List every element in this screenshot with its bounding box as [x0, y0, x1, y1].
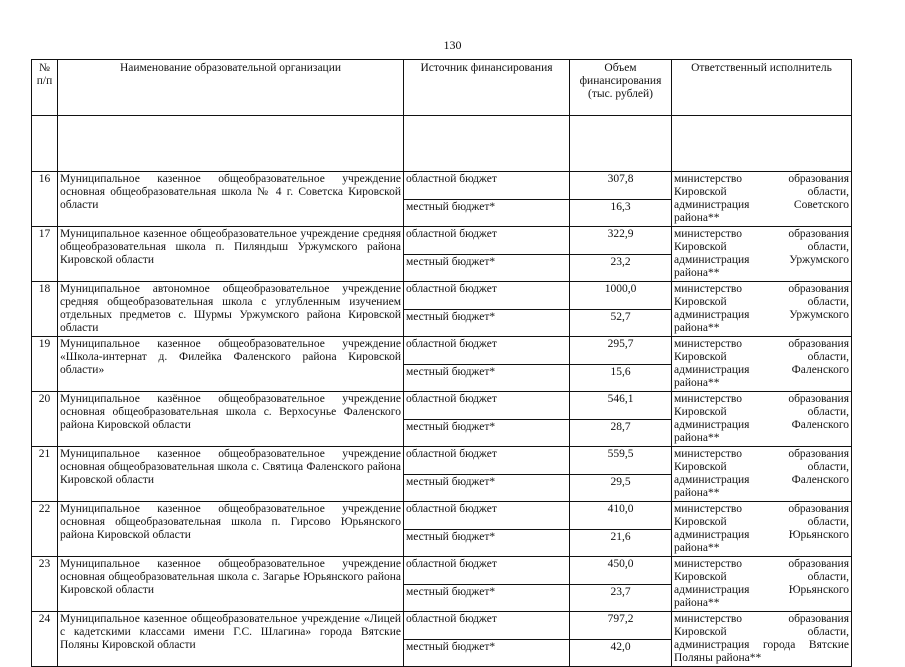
header-responsible: Ответственный исполнитель: [672, 60, 852, 116]
funding-volume: 1000,0: [570, 282, 672, 310]
table-row: [32, 557, 852, 585]
funding-source: местный бюджет*: [404, 309, 570, 337]
funding-source: местный бюджет*: [404, 529, 570, 557]
organization-name: Муниципальное казенное общеобразовательное учреждение основная общеобразовательная школа № 4 г. Советска Кировской области: [58, 172, 404, 227]
row-number: 22: [32, 502, 58, 557]
funding-volume: 52,7: [570, 309, 672, 337]
responsible-executor: министерство образования Кировской области, администрация Уржумского района**: [672, 227, 852, 282]
table-header: [32, 60, 852, 172]
organization-name: Муниципальное казенное общеобразовательное учреждение основная общеобразовательная школа п. Гирсово Юрьянского района Кировской области: [58, 502, 404, 557]
table-row: [32, 337, 852, 365]
funding-volume: 546,1: [570, 392, 672, 420]
row-number: 21: [32, 447, 58, 502]
funding-volume: 23,7: [570, 584, 672, 612]
responsible-executor: министерство образования Кировской области, администрация города Вятские Поляны района**: [672, 612, 852, 667]
organization-name: Муниципальное казенное общеобразовательное учреждение средняя общеобразовательная школа п. Пиляндыш Уржумского района Кировской области: [58, 227, 404, 282]
organization-name: Муниципальное казенное общеобразовательное учреждение основная общеобразовательная школа с. Загарье Юрьянского района Кировской области: [58, 557, 404, 612]
organization-name: Муниципальное казенное общеобразовательное учреждение основная общеобразовательная школа с. Святица Фаленского района Кировской области: [58, 447, 404, 502]
funding-source: местный бюджет*: [404, 254, 570, 282]
table-row: [32, 172, 852, 200]
header-volume: Объем финансирования (тыс. рублей): [570, 60, 672, 116]
funding-volume: 295,7: [570, 337, 672, 365]
funding-volume: 559,5: [570, 447, 672, 475]
page-number: 130: [443, 38, 462, 52]
funding-source: областной бюджет: [404, 612, 570, 640]
funding-volume: 322,9: [570, 227, 672, 255]
funding-source: местный бюджет*: [404, 474, 570, 502]
table-row: [32, 282, 852, 310]
funding-source: местный бюджет*: [404, 584, 570, 612]
table-body: [32, 172, 852, 667]
funding-volume: 797,2: [570, 612, 672, 640]
funding-volume: 29,5: [570, 474, 672, 502]
funding-source: местный бюджет*: [404, 364, 570, 392]
header-source: Источник финансирования: [404, 60, 570, 116]
funding-volume: 16,3: [570, 199, 672, 227]
table-row: [32, 227, 852, 255]
table-row: [32, 612, 852, 640]
funding-volume: 28,7: [570, 419, 672, 447]
table-row: [32, 392, 852, 420]
responsible-executor: министерство образования Кировской области, администрация Уржумского района**: [672, 282, 852, 337]
funding-source: областной бюджет: [404, 172, 570, 200]
responsible-executor: министерство образования Кировской области, администрация Юрьянского района**: [672, 557, 852, 612]
responsible-executor: министерство образования Кировской области, администрация Фаленского района**: [672, 392, 852, 447]
row-number: 16: [32, 172, 58, 227]
responsible-executor: министерство образования Кировской области, администрация Фаленского района**: [672, 447, 852, 502]
row-number: 18: [32, 282, 58, 337]
row-number: 20: [32, 392, 58, 447]
responsible-executor: министерство образования Кировской области, администрация Юрьянского района**: [672, 502, 852, 557]
funding-source: местный бюджет*: [404, 199, 570, 227]
responsible-executor: министерство образования Кировской области, администрация Фаленского района**: [672, 337, 852, 392]
funding-source: местный бюджет*: [404, 419, 570, 447]
funding-volume: 15,6: [570, 364, 672, 392]
funding-source: местный бюджет*: [404, 639, 570, 667]
organization-name: Муниципальное казённое общеобразовательное учреждение основная общеобразовательная школа с. Верхосунье Фаленского района Кировской области: [58, 392, 404, 447]
table-row: [32, 502, 852, 530]
organization-name: Муниципальное автономное общеобразовательное учреждение средняя общеобразовательная школа с углубленным изучением отдельных предметов с. Шурмы Уржумского района Кировской области: [58, 282, 404, 337]
row-number: 19: [32, 337, 58, 392]
funding-volume: 307,8: [570, 172, 672, 200]
funding-source: областной бюджет: [404, 502, 570, 530]
organization-name: Муниципальное казенное общеобразовательное учреждение «Школа-интернат д. Филейка Фаленского района Кировской области»: [58, 337, 404, 392]
funding-source: областной бюджет: [404, 337, 570, 365]
funding-table: [31, 59, 852, 667]
funding-source: областной бюджет: [404, 392, 570, 420]
funding-source: областной бюджет: [404, 282, 570, 310]
funding-source: областной бюджет: [404, 557, 570, 585]
funding-volume: 42,0: [570, 639, 672, 667]
funding-volume: 21,6: [570, 529, 672, 557]
organization-name: Муниципальное казенное общеобразовательное учреждение «Лицей с кадетскими классами имени Г.С. Шлагина» города Вятские Поляны Кировской области: [58, 612, 404, 667]
funding-source: областной бюджет: [404, 447, 570, 475]
header-num: № п/п: [32, 60, 58, 116]
row-number: 17: [32, 227, 58, 282]
row-number: 23: [32, 557, 58, 612]
responsible-executor: министерство образования Кировской области, администрация Советского района**: [672, 172, 852, 227]
funding-volume: 450,0: [570, 557, 672, 585]
funding-volume: 410,0: [570, 502, 672, 530]
table-row: [32, 447, 852, 475]
funding-source: областной бюджет: [404, 227, 570, 255]
funding-volume: 23,2: [570, 254, 672, 282]
header-name: Наименование образовательной организации: [58, 60, 404, 116]
row-number: 24: [32, 612, 58, 667]
